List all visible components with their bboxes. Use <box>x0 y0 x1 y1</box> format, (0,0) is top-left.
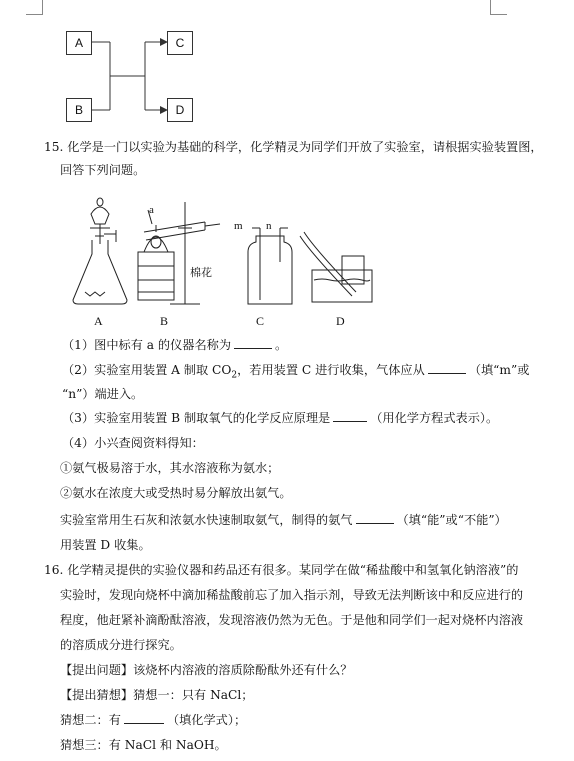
q15-stem-line1: 15. 化学是一门以实验为基础的科学，化学精灵为同学们开放了实验室，请根据实验装置图， <box>44 140 543 154</box>
lab-apparatus-figure <box>60 192 400 332</box>
q15-part3: （3）实验室用装置 B 制取氧气的化学反应原理是 （用化学方程式表示）。 <box>62 411 499 425</box>
answer-blank[interactable] <box>234 338 272 349</box>
q15-conclusion-line1: 实验室常用生石灰和浓氨水快速制取氨气，制得的氨气 （填“能”或“不能”） <box>60 513 507 527</box>
q16-hypothesis1: 【提出猜想】猜想一：只有 NaCl； <box>60 688 254 702</box>
apparatus-marker-n: n <box>266 220 272 232</box>
q16-line4: 的溶质成分进行探究。 <box>60 638 182 652</box>
answer-blank[interactable] <box>333 411 367 422</box>
q16-hypothesis3: 猜想三：有 NaCl 和 NaOH。 <box>60 738 227 752</box>
q16-question: 【提出问题】该烧杯内溶液的溶质除酚酞外还有什么？ <box>60 663 353 677</box>
q16-line2: 实验时，发现向烧杯中滴加稀盐酸前忘了加入指示剂，导致无法判断该中和反应进行的 <box>60 588 524 602</box>
q15-conclusion-line2: 用装置 D 收集。 <box>60 538 151 552</box>
diagram-box-d: D <box>167 98 193 122</box>
flow-diagram <box>0 0 574 140</box>
q15-fact2: ②氨水在浓度大或受热时易分解放出氨气。 <box>60 486 292 500</box>
q16-line1: 16. 化学精灵提供的实验仪器和药品还有很多。某同学在做“稀盐酸中和氢氧化钠溶液”的 <box>44 563 519 577</box>
q15-part1: （1）图中标有 a 的仪器名称为 。 <box>62 338 288 352</box>
apparatus-label-b: B <box>160 314 169 328</box>
apparatus-label-a: A <box>94 314 103 328</box>
q15-part4: （4）小兴查阅资料得知： <box>62 436 204 450</box>
apparatus-label-cotton: 棉花 <box>190 266 212 279</box>
diagram-box-b: B <box>66 98 92 122</box>
apparatus-marker-a: a <box>149 204 154 216</box>
lab-apparatus-drawing <box>60 192 400 332</box>
answer-blank[interactable] <box>428 363 466 374</box>
answer-blank[interactable] <box>124 713 164 724</box>
q15-fact1: ①氨气极易溶于水，其水溶液称为氨水； <box>60 461 280 475</box>
apparatus-label-c: C <box>256 314 265 328</box>
apparatus-marker-m: m <box>234 220 243 232</box>
apparatus-label-d: D <box>336 314 345 328</box>
diagram-box-a: A <box>66 31 92 55</box>
q15-part2-line2: “n”）端进入。 <box>62 387 144 401</box>
q15-part2-line1: （2）实验室用装置 A 制取 $CO_2$，若用装置 C 进行收集，气体应从 （填“m”或 <box>62 363 530 381</box>
diagram-box-c: C <box>167 31 193 55</box>
q16-hypothesis2: 猜想二：有 （填化学式）； <box>60 713 247 727</box>
q16-line3: 程度，他赶紧补滴酚酞溶液，发现溶液仍然为无色。于是他和同学们一起对烧杯内溶液 <box>60 613 524 627</box>
q15-stem-line2: 回答下列问题。 <box>60 163 146 177</box>
answer-blank[interactable] <box>356 513 394 524</box>
